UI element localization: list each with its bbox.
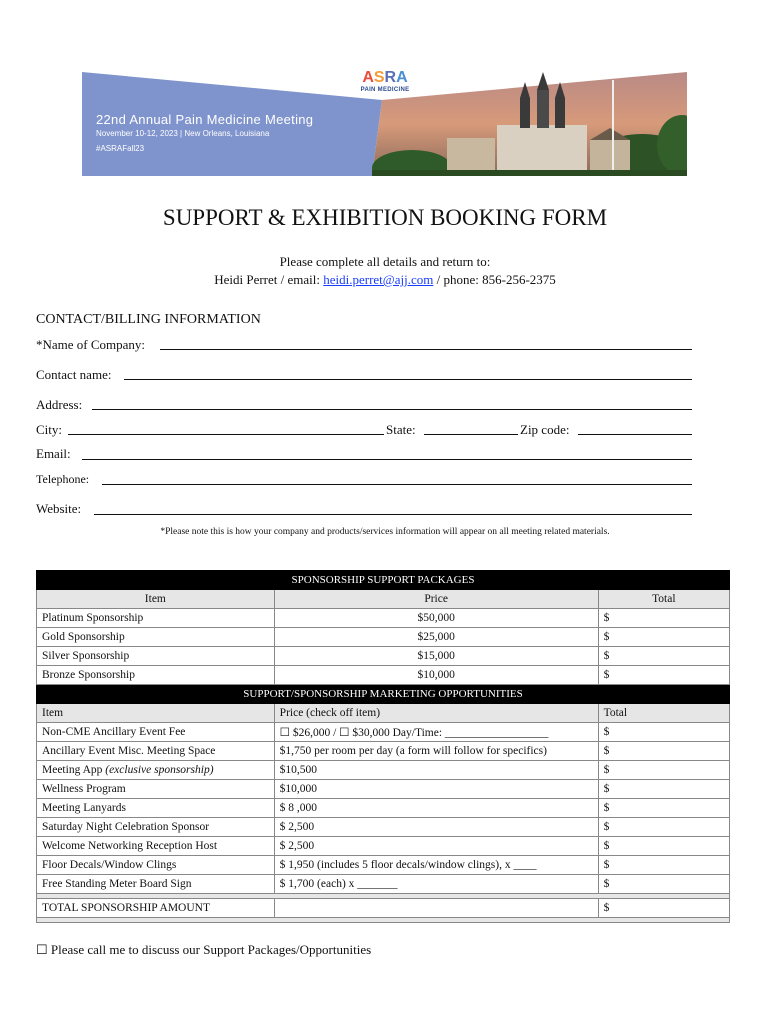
email-field[interactable] <box>82 459 692 460</box>
opportunity-total-field[interactable]: $ <box>598 761 729 780</box>
address-label: Address: <box>36 397 83 412</box>
opportunities-col-price: Price (check off item) <box>274 704 598 723</box>
opportunities-column-headers <box>37 704 730 723</box>
opportunity-total-field[interactable]: $ <box>598 780 729 799</box>
package-total-field[interactable]: $ <box>598 666 729 685</box>
opportunity-item: Meeting Lanyards <box>37 799 275 818</box>
opportunity-price: $10,500 <box>274 761 598 780</box>
package-total-field[interactable]: $ <box>598 647 729 666</box>
contact-name-field[interactable] <box>124 379 692 380</box>
total-blank <box>274 899 598 918</box>
opportunity-price[interactable]: $ 1,950 (includes 5 floor decals/window clings), x ____ <box>274 856 598 875</box>
instruction-suffix: / phone: 856-256-2375 <box>433 272 556 287</box>
asra-logo <box>350 70 420 96</box>
package-price: $10,000 <box>274 666 598 685</box>
opportunity-total-field[interactable]: $ <box>598 818 729 837</box>
instruction-line-2 <box>0 272 770 288</box>
email-link[interactable]: heidi.perret@ajj.com <box>323 272 434 287</box>
table-row <box>37 856 730 875</box>
opportunities-col-item: Item <box>37 704 275 723</box>
opportunities-col-total: Total <box>598 704 729 723</box>
meeting-title: 22nd Annual Pain Medicine Meeting <box>96 112 314 127</box>
package-price: $25,000 <box>274 628 598 647</box>
opportunity-item: Ancillary Event Misc. Meeting Space <box>37 742 275 761</box>
zip-label: Zip code: <box>520 422 570 437</box>
contact-name-label: Contact name: <box>36 367 112 382</box>
opportunity-price: $ 2,500 <box>274 837 598 856</box>
opportunity-item <box>37 761 275 780</box>
opportunity-total-field[interactable]: $ <box>598 856 729 875</box>
packages-header-row <box>37 571 730 590</box>
instruction-prefix: Heidi Perret / email: <box>214 272 324 287</box>
packages-header: SPONSORSHIP SUPPORT PACKAGES <box>37 571 730 590</box>
website-field[interactable] <box>94 514 692 515</box>
opportunity-total-field[interactable]: $ <box>598 799 729 818</box>
package-total-field[interactable]: $ <box>598 609 729 628</box>
table-row <box>37 647 730 666</box>
opportunity-total-field[interactable]: $ <box>598 723 729 742</box>
opportunity-item: Wellness Program <box>37 780 275 799</box>
opportunity-price: $10,000 <box>274 780 598 799</box>
table-spacer <box>37 918 730 923</box>
website-label: Website: <box>36 501 82 516</box>
opportunity-item-name: Meeting App <box>42 764 106 776</box>
meeting-dates: November 10-12, 2023 | New Orleans, Louisiana <box>96 129 270 138</box>
zip-field[interactable] <box>578 434 692 435</box>
package-item: Platinum Sponsorship <box>37 609 275 628</box>
telephone-field[interactable] <box>102 484 692 485</box>
logo-mark: ASRA <box>362 70 408 86</box>
opportunity-total-field[interactable]: $ <box>598 837 729 856</box>
table-row <box>37 837 730 856</box>
table-row <box>37 761 730 780</box>
packages-column-headers <box>37 590 730 609</box>
opportunity-price[interactable]: ☐ $26,000 / ☐ $30,000 Day/Time: __________________ <box>274 723 598 742</box>
opportunity-total-field[interactable]: $ <box>598 742 729 761</box>
opportunity-price: $1,750 per room per day (a form will follow for specifics) <box>274 742 598 761</box>
logo-subtitle: PAIN MEDICINE <box>360 87 410 93</box>
contact-section-title: CONTACT/BILLING INFORMATION <box>36 312 261 327</box>
total-row <box>37 899 730 918</box>
table-row <box>37 609 730 628</box>
opportunity-price: $ 8 ,000 <box>274 799 598 818</box>
package-item: Bronze Sponsorship <box>37 666 275 685</box>
meeting-hashtag: #ASRAFall23 <box>96 144 145 153</box>
package-item: Gold Sponsorship <box>37 628 275 647</box>
email-label: Email: <box>36 446 71 461</box>
opportunities-header: SUPPORT/SPONSORSHIP MARKETING OPPORTUNITIES <box>37 685 730 704</box>
call-me-checkbox[interactable]: ☐ Please call me to discuss our Support Packages/Opportunities <box>36 942 372 957</box>
company-field[interactable] <box>160 349 692 350</box>
package-price: $50,000 <box>274 609 598 628</box>
address-field[interactable] <box>92 409 692 410</box>
opportunity-item-note: (exclusive sponsorship) <box>105 764 214 776</box>
header-banner <box>82 70 687 176</box>
opportunities-header-row <box>37 685 730 704</box>
opportunity-total-field[interactable]: $ <box>598 875 729 894</box>
instruction-line-1: Please complete all details and return to: <box>279 254 491 269</box>
form-title: SUPPORT & EXHIBITION BOOKING FORM <box>162 205 608 230</box>
state-field[interactable] <box>424 434 518 435</box>
table-row <box>37 780 730 799</box>
city-field[interactable] <box>68 434 384 435</box>
state-label: State: <box>386 422 416 437</box>
table-row <box>37 818 730 837</box>
materials-note: *Please note this is how your company and products/services information will appear on all meeting related materials. <box>160 527 610 537</box>
table-row <box>37 723 730 742</box>
package-total-field[interactable]: $ <box>598 628 729 647</box>
opportunity-price: $ 2,500 <box>274 818 598 837</box>
package-item: Silver Sponsorship <box>37 647 275 666</box>
opportunity-item: Saturday Night Celebration Sponsor <box>37 818 275 837</box>
opportunity-item: Welcome Networking Reception Host <box>37 837 275 856</box>
table-row <box>37 799 730 818</box>
opportunity-item: Floor Decals/Window Clings <box>37 856 275 875</box>
sponsorship-table <box>36 570 730 923</box>
opportunity-item: Free Standing Meter Board Sign <box>37 875 275 894</box>
packages-col-total: Total <box>598 590 729 609</box>
table-row <box>37 628 730 647</box>
opportunity-item: Non-CME Ancillary Event Fee <box>37 723 275 742</box>
package-price: $15,000 <box>274 647 598 666</box>
packages-col-price: Price <box>274 590 598 609</box>
company-label: *Name of Company: <box>36 337 146 352</box>
table-row <box>37 875 730 894</box>
opportunity-price[interactable]: $ 1,700 (each) x _______ <box>274 875 598 894</box>
total-label: TOTAL SPONSORSHIP AMOUNT <box>37 899 275 918</box>
telephone-label: Telephone: <box>36 472 90 486</box>
spacer-cell <box>37 918 730 923</box>
table-row <box>37 742 730 761</box>
city-label: City: <box>36 422 63 437</box>
table-row <box>37 666 730 685</box>
total-amount-field[interactable]: $ <box>598 899 729 918</box>
packages-col-item: Item <box>37 590 275 609</box>
